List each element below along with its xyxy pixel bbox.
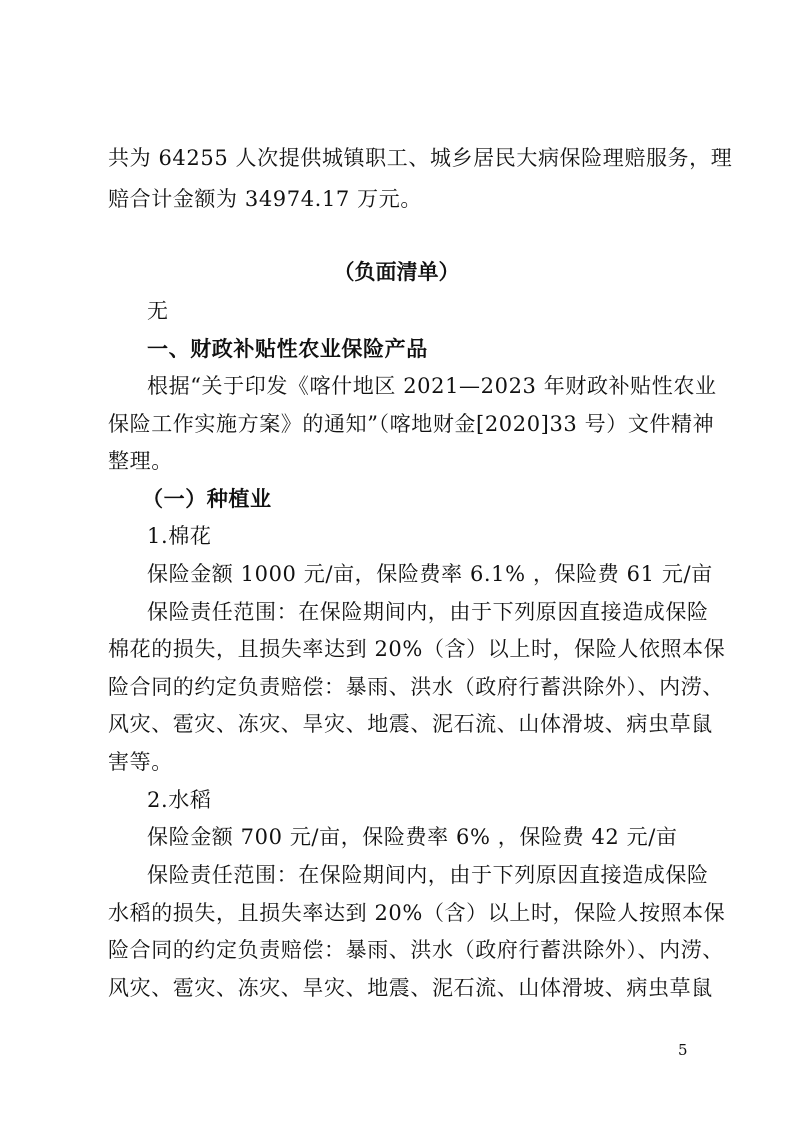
section-heading: 一、财政补贴性农业保险产品: [147, 336, 428, 361]
negative-list-title: （负面清单）: [333, 259, 460, 284]
subsection-heading: （一）种植业: [142, 486, 272, 511]
paragraph-line: 共为 64255 人次提供城镇职工、城乡居民大病保险理赔服务，理: [108, 146, 733, 170]
paragraph-line: 赔合计金额为 34974.17 万元。: [108, 187, 422, 211]
paragraph-line: 风灾、雹灾、冻灾、旱灾、地震、泥石流、山体滑坡、病虫草鼠: [108, 976, 713, 1000]
paragraph-line: 整理。: [108, 449, 173, 473]
negative-list-content: 无: [147, 299, 169, 323]
paragraph-line: 保险工作实施方案》的通知”（喀地财金[2020]33 号）文件精神: [108, 412, 715, 436]
paragraph-line: 水稻的损失，且损失率达到 20%（含）以上时，保险人按照本保: [108, 901, 726, 925]
item-terms: 保险金额 1000 元/亩，保险费率 6.1% ，保险费 61 元/亩: [147, 562, 713, 586]
paragraph-line: 保险责任范围：在保险期间内，由于下列原因直接造成保险: [147, 863, 709, 887]
item-title: 1.棉花: [147, 524, 212, 548]
page-number: 5: [678, 1041, 688, 1059]
paragraph-line: 保险责任范围：在保险期间内，由于下列原因直接造成保险: [147, 600, 709, 624]
paragraph-line: 根据“关于印发《喀什地区 2021—2023 年财政补贴性农业: [147, 374, 717, 398]
paragraph-line: 险合同的约定负责赔偿：暴雨、洪水（政府行蓄洪除外）、内涝、: [108, 938, 724, 962]
paragraph-line: 害等。: [108, 750, 173, 774]
item-title: 2.水稻: [147, 788, 212, 812]
item-terms: 保险金额 700 元/亩，保险费率 6% ，保险费 42 元/亩: [147, 825, 678, 849]
paragraph-line: 棉花的损失，且损失率达到 20%（含）以上时，保险人依照本保: [108, 637, 726, 661]
paragraph-line: 险合同的约定负责赔偿：暴雨、洪水（政府行蓄洪除外）、内涝、: [108, 675, 724, 699]
paragraph-line: 风灾、雹灾、冻灾、旱灾、地震、泥石流、山体滑坡、病虫草鼠: [108, 712, 713, 736]
